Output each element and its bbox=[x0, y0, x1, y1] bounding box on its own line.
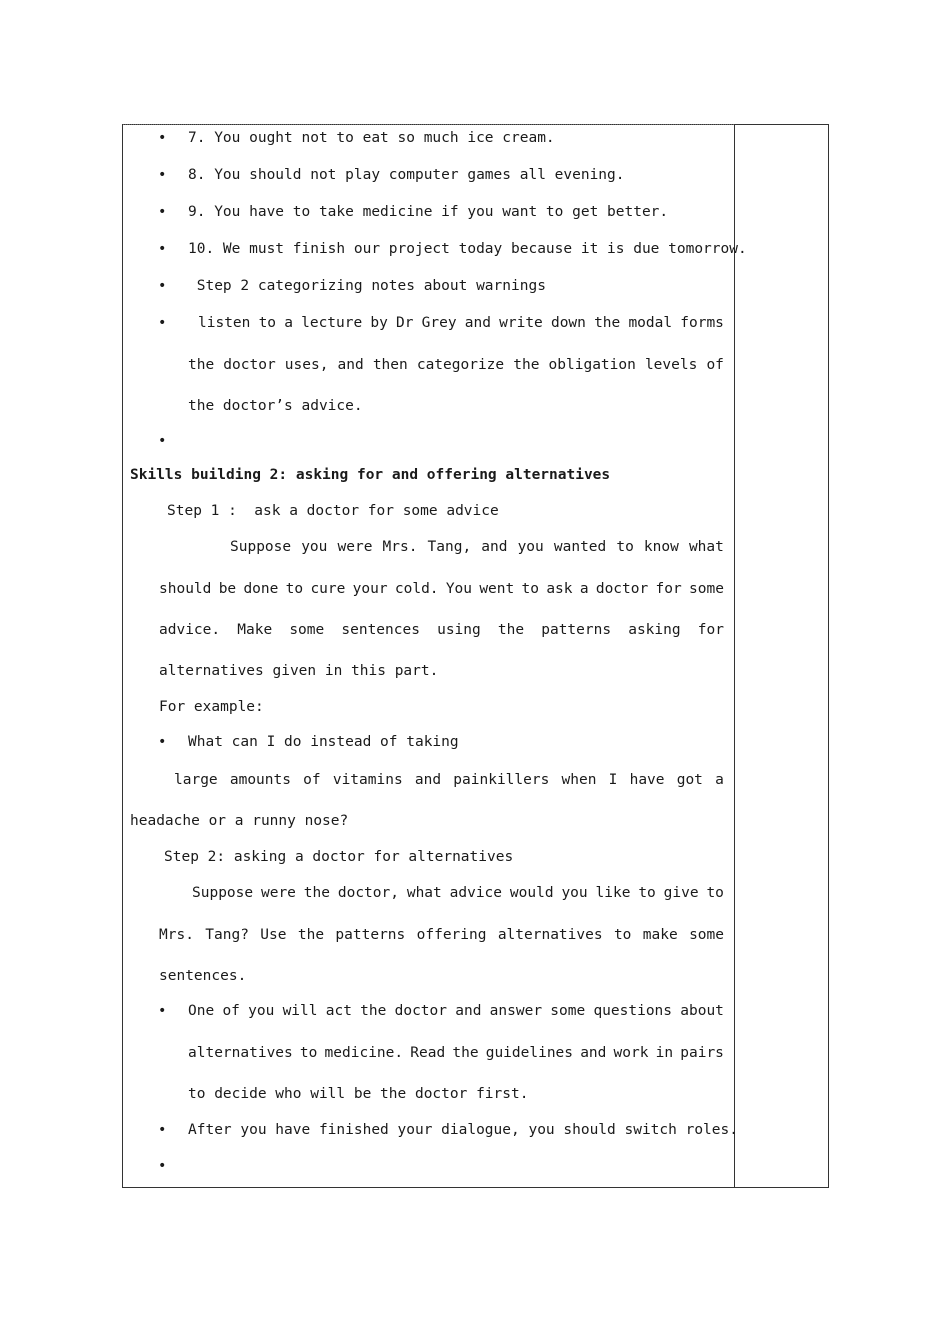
word: and bbox=[481, 539, 508, 555]
example-line-2 bbox=[174, 771, 724, 789]
word: what bbox=[688, 539, 724, 555]
listen-line-1 bbox=[198, 314, 724, 332]
step1-para-line-3 bbox=[159, 621, 724, 639]
word: patterns bbox=[335, 927, 406, 943]
word: were bbox=[337, 539, 373, 555]
step1-para-line-2 bbox=[159, 580, 724, 598]
word: Tang, bbox=[427, 539, 472, 555]
word: by bbox=[370, 315, 388, 331]
word: Suppose bbox=[230, 539, 292, 555]
word: be bbox=[218, 581, 237, 597]
word: the bbox=[360, 1003, 387, 1019]
word: and bbox=[337, 357, 364, 373]
word: Make bbox=[237, 622, 273, 638]
word: amounts bbox=[229, 772, 291, 788]
word: to bbox=[706, 885, 724, 901]
word: and bbox=[455, 1003, 482, 1019]
word: a bbox=[284, 315, 293, 331]
word: of bbox=[222, 1003, 240, 1019]
word: doctor bbox=[394, 1003, 447, 1019]
step1-para-line-1 bbox=[230, 538, 724, 556]
word: Mrs. bbox=[159, 927, 194, 943]
empty-bullet: • bbox=[158, 1158, 167, 1174]
word: you bbox=[517, 539, 544, 555]
word: doctor bbox=[223, 357, 276, 373]
top-dotted-border bbox=[123, 124, 734, 125]
step2-para-line-1 bbox=[192, 884, 724, 902]
word: medicine. bbox=[324, 1045, 404, 1061]
word: work bbox=[613, 1045, 649, 1061]
word: patterns bbox=[541, 622, 612, 638]
example-label: For example: bbox=[159, 699, 264, 715]
word: Grey bbox=[421, 315, 457, 331]
word: alternatives bbox=[497, 927, 603, 943]
listen-line-2 bbox=[188, 356, 724, 374]
word: act bbox=[325, 1003, 352, 1019]
word: uses, bbox=[284, 357, 329, 373]
word: to bbox=[285, 581, 304, 597]
word: you bbox=[248, 1003, 275, 1019]
word: of bbox=[706, 357, 724, 373]
word: in bbox=[655, 1045, 674, 1061]
word: have bbox=[629, 772, 665, 788]
list-item: Step 2 categorizing notes about warnings bbox=[188, 278, 546, 294]
word: a bbox=[715, 772, 724, 788]
word: Mrs. bbox=[382, 539, 418, 555]
list-item: 8. You should not play computer games all evening. bbox=[188, 167, 625, 183]
word: pairs bbox=[680, 1045, 724, 1061]
word: levels bbox=[644, 357, 698, 373]
step2-para-line-2 bbox=[159, 926, 724, 944]
word: Use bbox=[260, 927, 287, 943]
word: doctor, bbox=[337, 885, 399, 901]
list-item: 9. You have to take medicine if you want to get better. bbox=[188, 204, 669, 220]
list-item: 7. You ought not to eat so much ice cream. bbox=[188, 130, 555, 146]
word: listen bbox=[198, 315, 251, 331]
word: got bbox=[676, 772, 703, 788]
section-heading: Skills building 2: asking for and offering alternatives bbox=[130, 467, 611, 483]
word: like bbox=[595, 885, 631, 901]
word: you bbox=[561, 885, 588, 901]
word: about bbox=[680, 1003, 724, 1019]
word: to bbox=[521, 581, 540, 597]
word: some bbox=[550, 1003, 586, 1019]
word: the bbox=[303, 885, 330, 901]
word: Tang? bbox=[205, 927, 249, 943]
word: some bbox=[289, 622, 325, 638]
word: You bbox=[445, 581, 473, 597]
word: to bbox=[613, 927, 632, 943]
word: Read bbox=[410, 1045, 446, 1061]
word: lecture bbox=[301, 315, 363, 331]
word: you bbox=[301, 539, 328, 555]
word: and bbox=[464, 315, 491, 331]
word: the bbox=[497, 622, 525, 638]
step2-item1-line-1 bbox=[188, 1002, 724, 1020]
word: I bbox=[608, 772, 618, 788]
word: categorize bbox=[416, 357, 505, 373]
word: the bbox=[452, 1045, 479, 1061]
bullet: • bbox=[158, 204, 167, 220]
word: write bbox=[499, 315, 543, 331]
word: give bbox=[663, 885, 699, 901]
word: should bbox=[159, 581, 212, 597]
word: large bbox=[174, 772, 218, 788]
bullet: • bbox=[158, 167, 167, 183]
word: Suppose bbox=[192, 885, 254, 901]
word: were bbox=[260, 885, 296, 901]
word: to bbox=[258, 315, 277, 331]
word: your bbox=[352, 581, 388, 597]
word: answer bbox=[489, 1003, 543, 1019]
word: of bbox=[303, 772, 321, 788]
step2-para-line-3: sentences. bbox=[159, 968, 247, 984]
word: and bbox=[414, 772, 442, 788]
bullet: • bbox=[158, 734, 167, 750]
example-item: What can I do instead of taking bbox=[188, 734, 459, 750]
empty-bullet: • bbox=[158, 433, 167, 449]
word: alternatives bbox=[188, 1045, 293, 1061]
step2-item2: After you have finished your dialogue, you should switch roles. bbox=[188, 1122, 738, 1138]
step1-para-line-4: alternatives given in this part. bbox=[159, 663, 439, 679]
word: guidelines bbox=[485, 1045, 574, 1061]
word: when bbox=[561, 772, 597, 788]
bullet: • bbox=[158, 1003, 167, 1019]
word: what bbox=[406, 885, 442, 901]
word: obligation bbox=[548, 357, 636, 373]
word: the bbox=[513, 357, 540, 373]
word: for bbox=[697, 622, 724, 638]
list-item: 10. We must finish our project today because it is due tomorrow. bbox=[188, 241, 747, 257]
step2-item1-line-3: to decide who will be the doctor first. bbox=[188, 1086, 529, 1102]
bullet: • bbox=[158, 1122, 167, 1138]
word: forms bbox=[680, 315, 724, 331]
word: to bbox=[638, 885, 656, 901]
word: painkillers bbox=[453, 772, 550, 788]
step2-label: Step 2: asking a doctor for alternatives bbox=[164, 849, 514, 865]
word: wanted bbox=[553, 539, 607, 555]
column-divider bbox=[734, 125, 735, 1187]
word: the bbox=[594, 315, 621, 331]
word: doctor bbox=[595, 581, 649, 597]
word: for bbox=[655, 581, 682, 597]
listen-line-3: the doctor’s advice. bbox=[188, 398, 363, 414]
word: Dr bbox=[396, 315, 414, 331]
word: ask bbox=[546, 581, 573, 597]
word: advice. bbox=[159, 622, 221, 638]
word: would bbox=[509, 885, 554, 901]
word: down bbox=[550, 315, 586, 331]
word: One bbox=[188, 1003, 215, 1019]
word: will bbox=[282, 1003, 318, 1019]
word: asking bbox=[628, 622, 681, 638]
word: know bbox=[643, 539, 679, 555]
word: sentences bbox=[341, 622, 420, 638]
word: vitamins bbox=[332, 772, 403, 788]
bullet: • bbox=[158, 315, 167, 331]
word: the bbox=[188, 357, 215, 373]
word: to bbox=[299, 1045, 318, 1061]
word: make bbox=[642, 927, 678, 943]
step2-item1-line-2 bbox=[188, 1044, 724, 1062]
word: using bbox=[437, 622, 481, 638]
word: cure bbox=[310, 581, 346, 597]
word: done bbox=[243, 581, 279, 597]
word: offering bbox=[416, 927, 487, 943]
word: a bbox=[579, 581, 589, 597]
word: to bbox=[616, 539, 634, 555]
word: modal bbox=[628, 315, 673, 331]
word: went bbox=[479, 581, 515, 597]
step1-label: Step 1 : ask a doctor for some advice bbox=[167, 503, 499, 519]
word: then bbox=[372, 357, 408, 373]
word: some bbox=[689, 927, 724, 943]
bullet: • bbox=[158, 130, 167, 146]
example-line-3: headache or a runny nose? bbox=[130, 813, 349, 829]
word: cold. bbox=[394, 581, 439, 597]
word: and bbox=[580, 1045, 607, 1061]
word: some bbox=[689, 581, 724, 597]
word: the bbox=[297, 927, 325, 943]
word: advice bbox=[449, 885, 503, 901]
bullet: • bbox=[158, 278, 167, 294]
bullet: • bbox=[158, 241, 167, 257]
word: questions bbox=[593, 1003, 673, 1019]
